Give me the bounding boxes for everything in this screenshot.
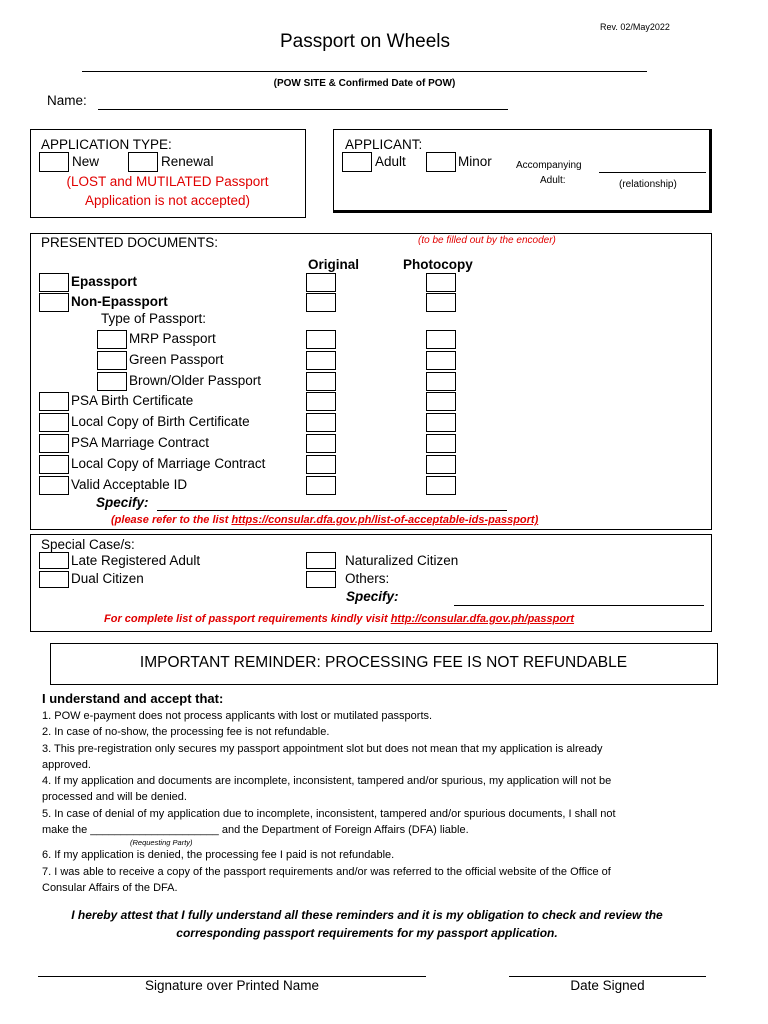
- psa-birth-original-checkbox[interactable]: [306, 392, 336, 411]
- valid-id-label: Valid Acceptable ID: [71, 477, 188, 492]
- brown-original-checkbox[interactable]: [306, 372, 336, 391]
- green-original-checkbox[interactable]: [306, 351, 336, 370]
- specify-id-field[interactable]: [157, 510, 507, 511]
- epassport-photocopy-checkbox[interactable]: [426, 273, 456, 292]
- pow-site-line[interactable]: [82, 71, 647, 72]
- renewal-checkbox[interactable]: [128, 152, 158, 172]
- special-cases-heading: Special Case/s:: [41, 537, 135, 552]
- non-epassport-checkbox[interactable]: [39, 293, 69, 312]
- non-epassport-photocopy-checkbox[interactable]: [426, 293, 456, 312]
- requesting-party-caption: (Requesting Party): [130, 838, 193, 848]
- date-signed-label: Date Signed: [570, 978, 645, 993]
- mrp-photocopy-checkbox[interactable]: [426, 330, 456, 349]
- presented-documents-box: [30, 233, 712, 530]
- local-marriage-checkbox[interactable]: [39, 455, 69, 474]
- photocopy-column-header: Photocopy: [403, 257, 473, 272]
- adult-label: Adult: [375, 154, 406, 169]
- late-registered-checkbox[interactable]: [39, 552, 69, 569]
- psa-birth-label: PSA Birth Certificate: [71, 393, 194, 408]
- non-epassport-original-checkbox[interactable]: [306, 293, 336, 312]
- requirements-prefix: For complete list of passport requirements kindly visit: [104, 613, 391, 625]
- original-column-header: Original: [308, 257, 360, 272]
- naturalized-label: Naturalized Citizen: [345, 553, 459, 568]
- reminder-item-4: 4. If my application and documents are incomplete, inconsistent, tampered and/or spurious, my application will not be: [42, 775, 612, 788]
- acceptable-ids-note: [111, 514, 538, 526]
- local-marriage-photocopy-checkbox[interactable]: [426, 455, 456, 474]
- mrp-original-checkbox[interactable]: [306, 330, 336, 349]
- local-birth-checkbox[interactable]: [39, 413, 69, 432]
- valid-id-original-checkbox[interactable]: [306, 476, 336, 495]
- reminder-item-7-cont: Consular Affairs of the DFA.: [42, 881, 178, 894]
- specify-others-field[interactable]: [454, 605, 704, 606]
- application-type-box: [30, 129, 306, 218]
- local-birth-original-checkbox[interactable]: [306, 413, 336, 432]
- applicant-heading: APPLICANT:: [345, 137, 423, 152]
- pow-site-caption: (POW SITE & Confirmed Date of POW): [273, 78, 456, 89]
- relationship-field[interactable]: [599, 172, 706, 173]
- naturalized-checkbox[interactable]: [306, 552, 336, 569]
- brown-passport-label: Brown/Older Passport: [129, 373, 262, 388]
- reminder-item-1: 1. POW e-payment does not process applicants with lost or mutilated passports.: [42, 710, 433, 722]
- page-title: Passport on Wheels: [279, 31, 451, 52]
- date-signed-field[interactable]: [509, 976, 706, 977]
- reminder-item-3-cont: approved.: [42, 758, 91, 771]
- important-reminder-banner: [50, 643, 718, 685]
- psa-marriage-label: PSA Marriage Contract: [71, 435, 210, 450]
- requirements-note: [104, 613, 574, 625]
- local-marriage-original-checkbox[interactable]: [306, 455, 336, 474]
- reminder-item-5-cont: make the _____________________ and the Department of Foreign Affairs (DFA) liable.: [42, 824, 469, 837]
- signature-label: Signature over Printed Name: [144, 978, 320, 993]
- important-reminder-text: IMPORTANT REMINDER: PROCESSING FEE IS NOT REFUNDABLE: [139, 654, 628, 671]
- reminders-list: [42, 708, 732, 896]
- specify-id-label: Specify:: [96, 495, 149, 510]
- dual-citizen-label: Dual Citizen: [71, 571, 144, 586]
- green-passport-label: Green Passport: [129, 352, 224, 367]
- local-birth-photocopy-checkbox[interactable]: [426, 413, 456, 432]
- reminder-item-5: 5. In case of denial of my application due to incomplete, inconsistent, tampered and/or spurious documents, I shall not: [42, 807, 616, 820]
- mrp-passport-label: MRP Passport: [129, 331, 216, 346]
- lost-warning-line1: (LOST and MUTILATED Passport: [66, 174, 269, 189]
- reminder-item-3: 3. This pre-registration only secures my passport appointment slot but does not mean that my application is already: [42, 742, 603, 755]
- applicant-box: [333, 129, 712, 213]
- name-label: Name:: [47, 93, 87, 108]
- epassport-original-checkbox[interactable]: [306, 273, 336, 292]
- adult-checkbox[interactable]: [342, 152, 372, 172]
- valid-id-photocopy-checkbox[interactable]: [426, 476, 456, 495]
- application-type-heading: APPLICATION TYPE:: [41, 137, 172, 152]
- specify-others-label: Specify:: [346, 589, 399, 604]
- special-cases-box: [30, 534, 712, 632]
- psa-marriage-checkbox[interactable]: [39, 434, 69, 453]
- psa-marriage-original-checkbox[interactable]: [306, 434, 336, 453]
- green-passport-checkbox[interactable]: [97, 351, 127, 370]
- psa-birth-checkbox[interactable]: [39, 392, 69, 411]
- others-label: Others:: [345, 571, 390, 586]
- lost-warning-line2: Application is not accepted): [84, 193, 251, 208]
- attestation-line1: I hereby attest that I fully understand all these reminders and it is my obligation to check and review the: [71, 908, 663, 922]
- reminder-item-7: 7. I was able to receive a copy of the passport requirements and/or was referred to the official website of the Office of: [42, 865, 611, 878]
- local-birth-label: Local Copy of Birth Certificate: [71, 414, 250, 429]
- new-checkbox[interactable]: [39, 152, 69, 172]
- reminder-item-2: 2. In case of no-show, the processing fee is not refundable.: [42, 726, 330, 739]
- requirements-link[interactable]: http://consular.dfa.gov.ph/passport: [390, 613, 575, 625]
- name-field[interactable]: [98, 109, 508, 110]
- local-marriage-label: Local Copy of Marriage Contract: [71, 456, 266, 471]
- mrp-passport-checkbox[interactable]: [97, 330, 127, 349]
- acceptable-ids-link[interactable]: https://consular.dfa.gov.ph/list-of-acceptable-ids-passport): [231, 514, 539, 526]
- encoder-note: (to be filled out by the encoder): [418, 235, 556, 246]
- renewal-label: Renewal: [161, 154, 214, 169]
- accompanying-adult-label: Adult:: [540, 175, 566, 186]
- attestation-line2: corresponding passport requirements for my passport application.: [176, 926, 558, 940]
- epassport-checkbox[interactable]: [39, 273, 69, 292]
- others-checkbox[interactable]: [306, 571, 336, 588]
- brown-passport-checkbox[interactable]: [97, 372, 127, 391]
- relationship-caption: (relationship): [619, 179, 677, 190]
- documents-heading: PRESENTED DOCUMENTS:: [41, 235, 219, 250]
- revision-label: Rev. 02/May2022: [600, 22, 670, 32]
- epassport-label: Epassport: [71, 274, 138, 289]
- reminder-item-4-cont: processed and will be denied.: [42, 791, 187, 804]
- minor-label: Minor: [458, 154, 492, 169]
- psa-birth-photocopy-checkbox[interactable]: [426, 392, 456, 411]
- acceptable-ids-prefix: (please refer to the list: [111, 514, 232, 526]
- green-photocopy-checkbox[interactable]: [426, 351, 456, 370]
- reminder-item-6: 6. If my application is denied, the processing fee I paid is not refundable.: [42, 849, 395, 862]
- accompanying-label: Accompanying: [516, 160, 582, 171]
- minor-checkbox[interactable]: [426, 152, 456, 172]
- new-label: New: [72, 154, 100, 169]
- late-registered-label: Late Registered Adult: [71, 553, 201, 568]
- dual-citizen-checkbox[interactable]: [39, 571, 69, 588]
- understand-heading: I understand and accept that:: [42, 691, 224, 706]
- brown-photocopy-checkbox[interactable]: [426, 372, 456, 391]
- non-epassport-label: Non-Epassport: [71, 294, 168, 309]
- valid-id-checkbox[interactable]: [39, 476, 69, 495]
- psa-marriage-photocopy-checkbox[interactable]: [426, 434, 456, 453]
- type-of-passport-label: Type of Passport:: [101, 311, 207, 326]
- signature-field[interactable]: [38, 976, 426, 977]
